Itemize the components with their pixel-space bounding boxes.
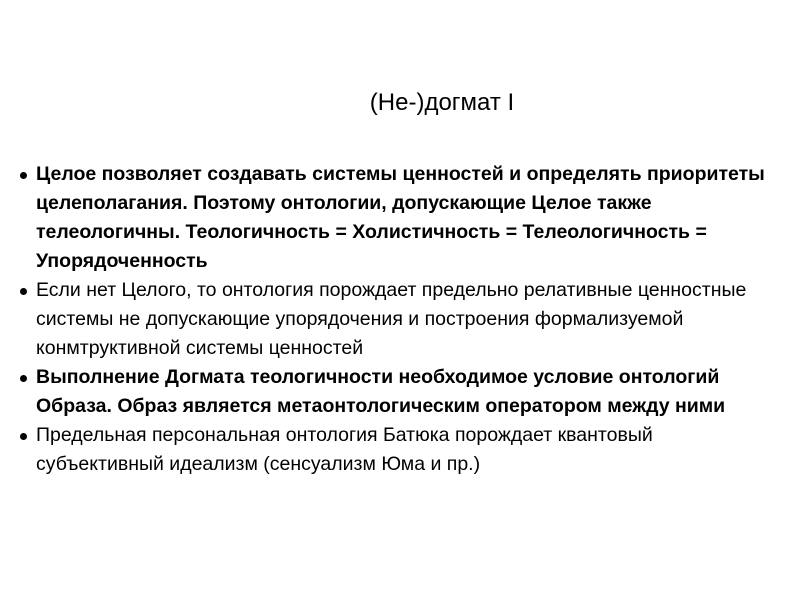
bullet-dot-icon [20, 288, 27, 295]
bullet-item-1-text: Целое позволяет создавать системы ценностей и определять приоритеты целеполагания. Поэтому онтологии, допускающие Целое также телеологичны. Теологичность = Холистичность = Телеологичность = Упорядоченность [36, 163, 765, 272]
bullet-item-3-text: Выполнение Догмата теологичности необходимое условие онтологий Образа. Образ является метаонтологическим оператором между ними [36, 366, 726, 417]
slide-title-text: (Не-)догмат I [369, 89, 515, 116]
bullet-item-4-text: Предельная персональная онтология Батюка порождает квантовый субъективный идеализм (сенсуализм Юма и пр.) [36, 424, 653, 475]
bullet-list [20, 160, 785, 479]
bullet-item-4 [20, 421, 785, 479]
bullet-dot-icon [20, 375, 27, 382]
bullet-item-2-text: Если нет Целого, то онтология порождает предельно релативные ценностные системы не допускающие упорядочения и построения формализуемой конмтруктивной системы ценностей [36, 279, 747, 359]
bullet-dot-icon [20, 172, 27, 179]
bullet-item-3 [20, 363, 785, 421]
slide-title [0, 88, 794, 118]
bullet-item-1 [20, 160, 785, 276]
bullet-dot-icon [20, 433, 27, 440]
bullet-item-2 [20, 276, 785, 363]
